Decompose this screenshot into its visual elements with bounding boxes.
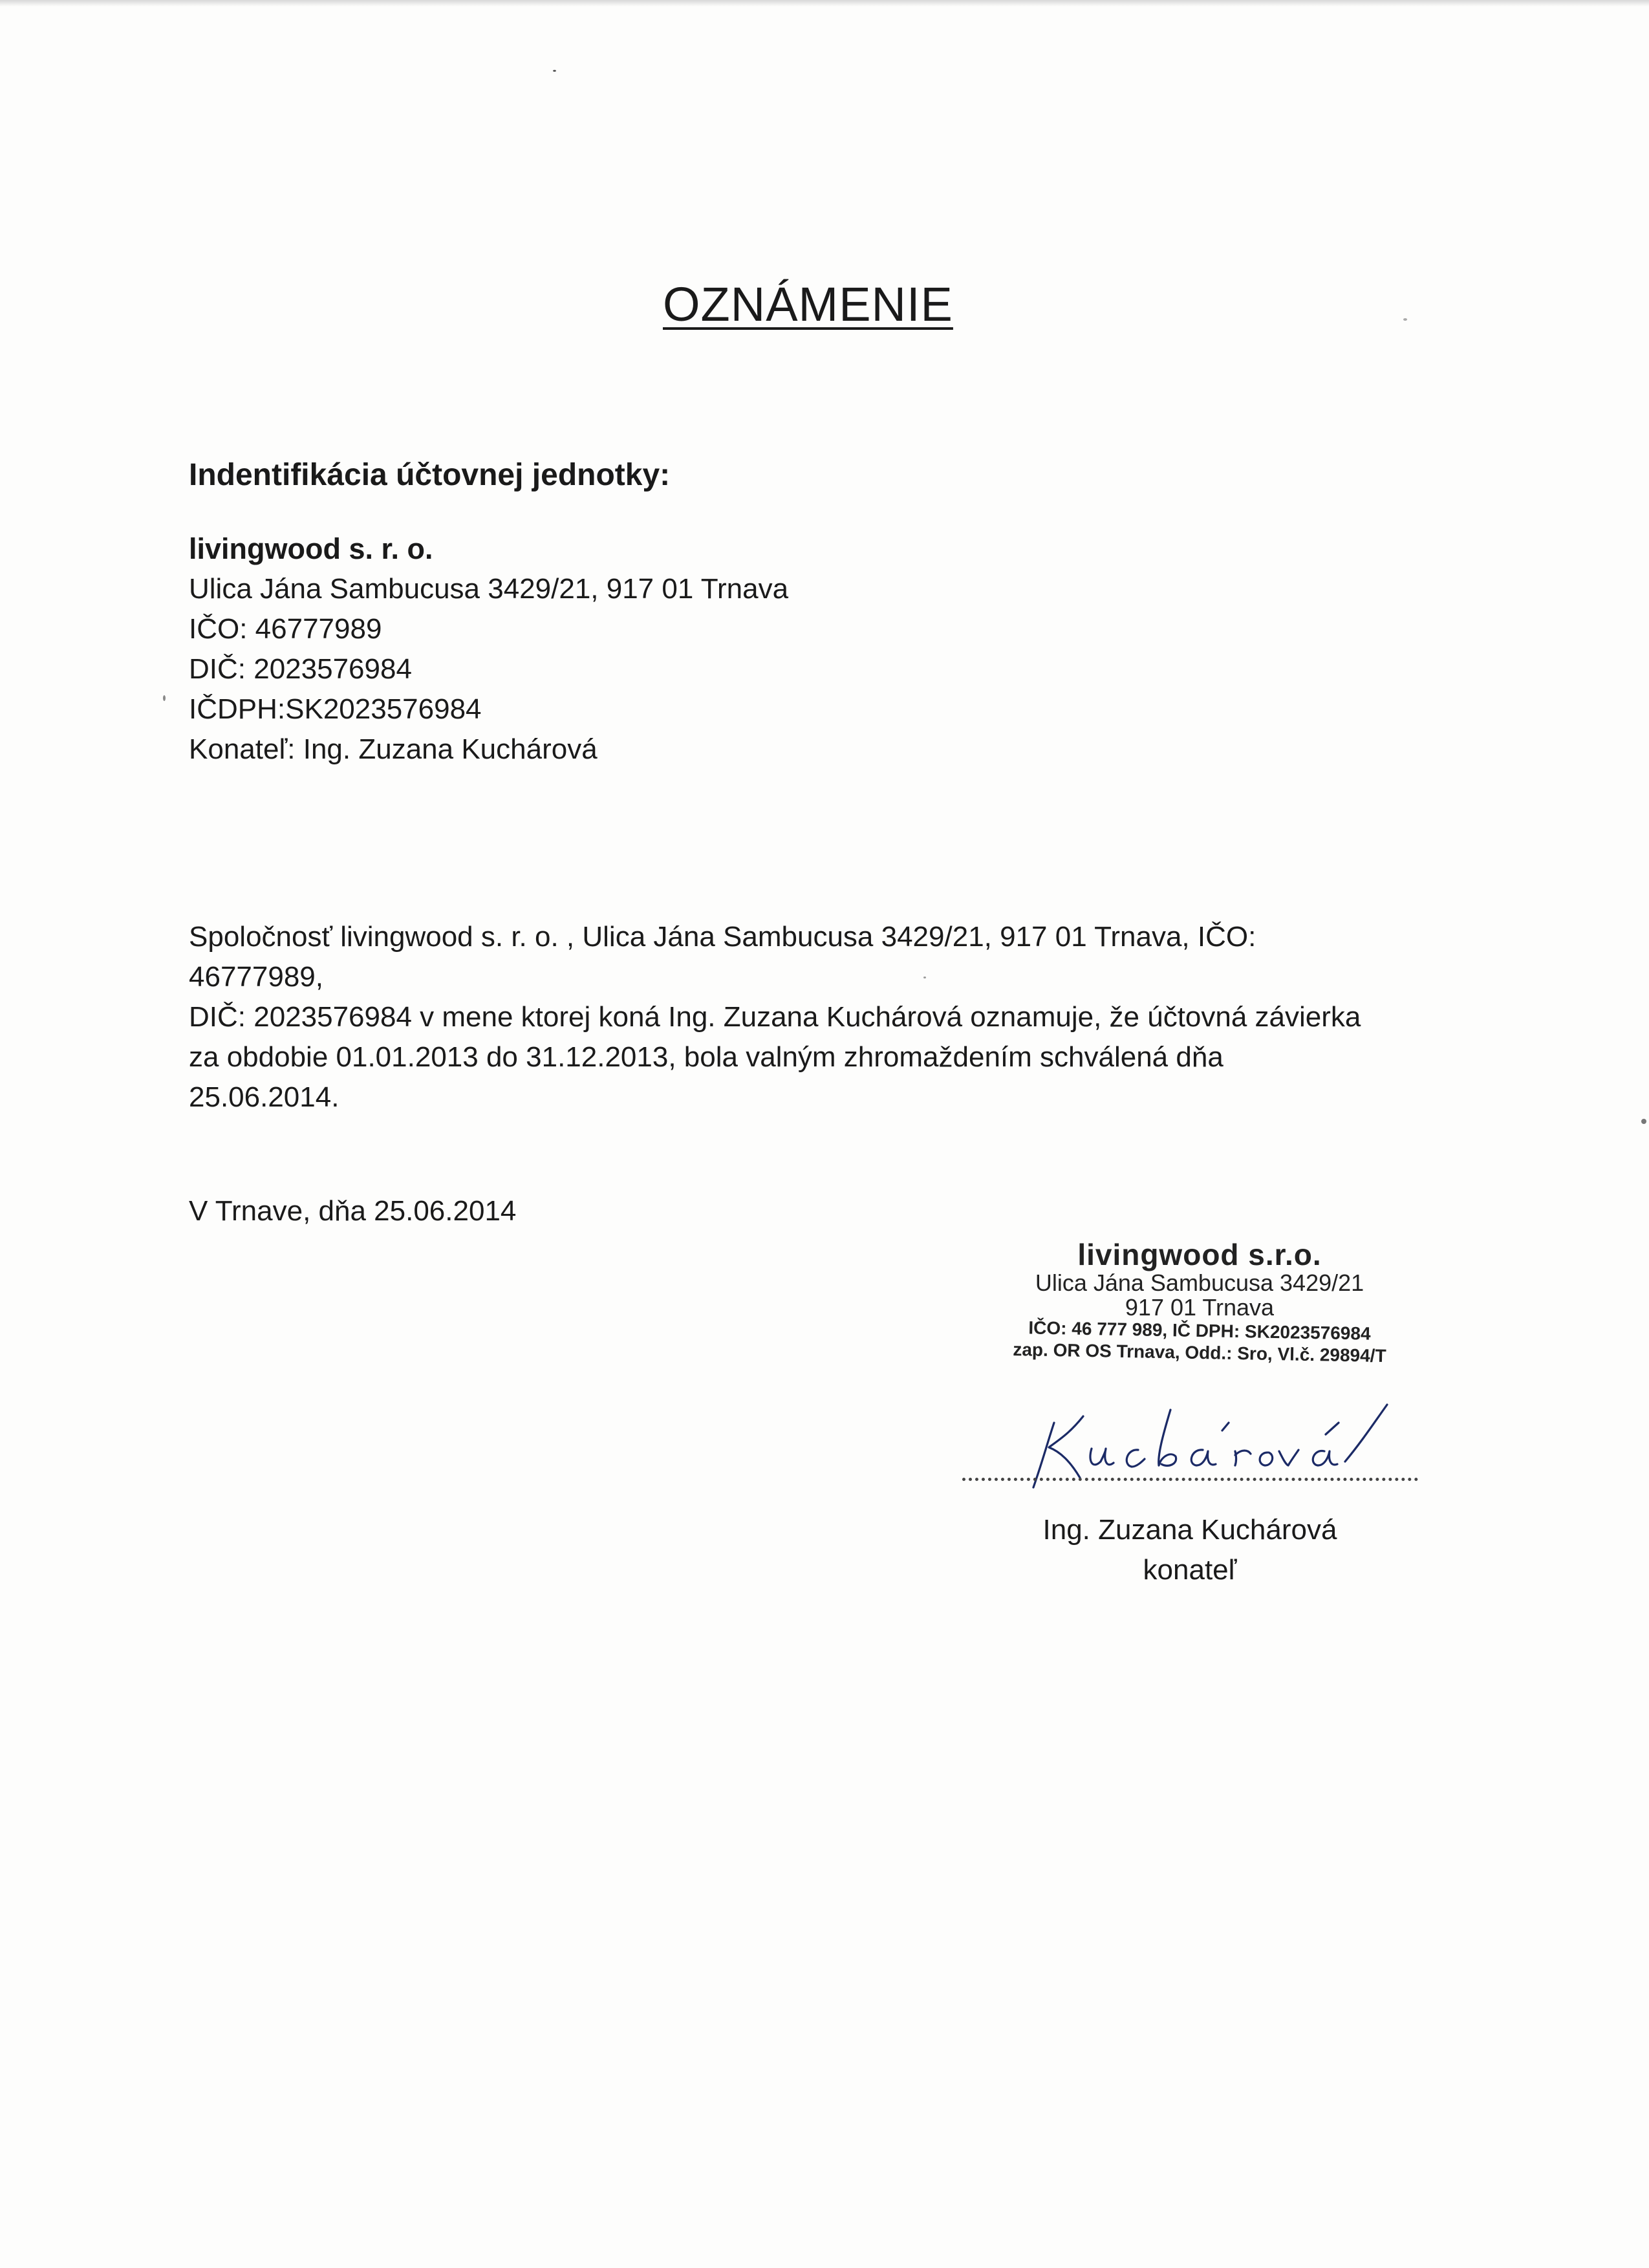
company-ico: IČO: 46777989 xyxy=(189,613,382,645)
company-stamp xyxy=(1012,1238,1387,1364)
identification-heading: Indentifikácia účtovnej jednotky: xyxy=(189,458,671,492)
identification-block xyxy=(189,529,788,770)
stamp-ids: IČO: 46 777 989, IČ DPH: SK2023576984 xyxy=(1028,1317,1371,1344)
signature-line xyxy=(962,1478,1418,1481)
body-line: Spoločnosť livingwood s. r. o. , Ulica Jána Sambucusa 3429/21, 917 01 Trnava, IČO: xyxy=(189,921,1256,953)
company-konatel: Konateľ: Ing. Zuzana Kuchárová xyxy=(189,733,598,765)
document-title: OZNÁMENIE xyxy=(663,277,953,331)
company-icdph: IČDPH:SK2023576984 xyxy=(189,693,482,725)
company-name: livingwood s. r. o. xyxy=(189,532,433,565)
stamp-address-2: 917 01 Trnava xyxy=(1125,1294,1275,1321)
body-line: za obdobie 01.01.2013 do 31.12.2013, bola valným zhromaždením schválená dňa xyxy=(189,1041,1223,1073)
signer-block xyxy=(931,1510,1449,1590)
stamp-name: livingwood s.r.o. xyxy=(1077,1238,1322,1271)
place-and-date: V Trnave, dňa 25.06.2014 xyxy=(189,1195,517,1227)
company-dic: DIČ: 2023576984 xyxy=(189,653,412,685)
scan-speck xyxy=(1641,1119,1646,1124)
scan-speck xyxy=(553,70,556,72)
company-address: Ulica Jána Sambucusa 3429/21, 917 01 Trnava xyxy=(189,573,789,605)
scan-speck xyxy=(163,695,166,701)
announcement-body xyxy=(189,917,1361,1118)
scan-top-edge xyxy=(0,0,1649,6)
scan-speck xyxy=(923,977,926,978)
signer-role: konateľ xyxy=(1143,1554,1237,1586)
body-line: DIČ: 2023576984 v mene ktorej koná Ing. Zuzana Kuchárová oznamuje, že účtovná závierka xyxy=(189,1001,1361,1033)
body-line: 46777989, xyxy=(189,961,323,993)
scan-speck xyxy=(1403,318,1407,321)
body-line: 25.06.2014. xyxy=(189,1081,339,1113)
stamp-address-1: Ulica Jána Sambucusa 3429/21 xyxy=(1035,1269,1364,1296)
signer-name: Ing. Zuzana Kuchárová xyxy=(1042,1514,1337,1546)
stamp-registry: zap. OR OS Trnava, Odd.: Sro, Vl.č. 29894/T xyxy=(1013,1339,1386,1366)
